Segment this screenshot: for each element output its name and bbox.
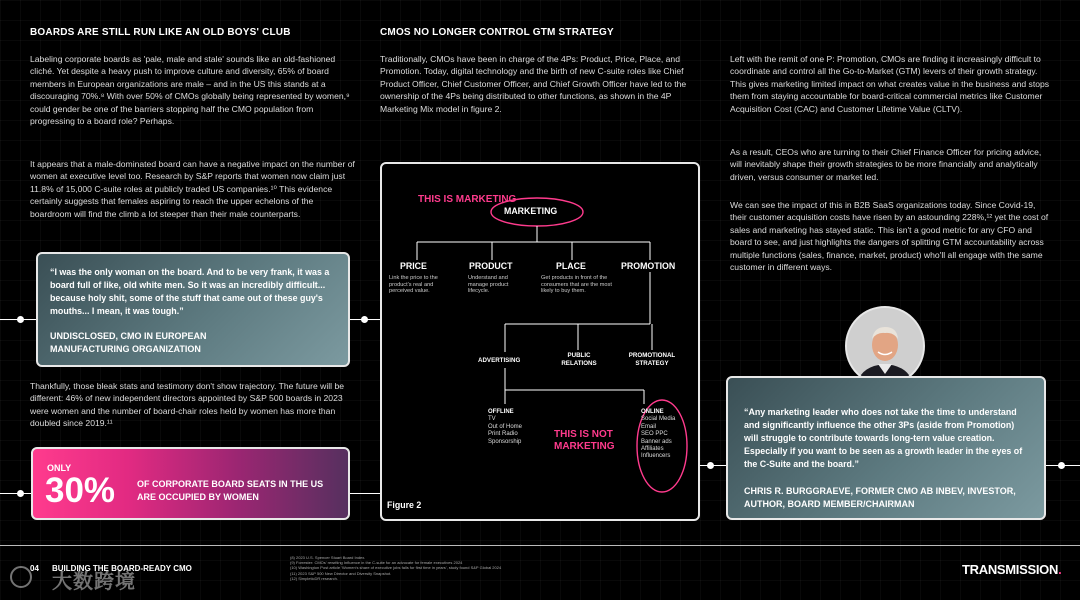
footer-title: BUILDING THE BOARD-READY CMO xyxy=(52,564,192,573)
col3-paragraph-3: We can see the impact of this in B2B SaaS organizations today. Since Covid-19, their customer acquisition costs have risen by an astounding 228%,¹² yet the cost of sales and marketing has stayed static. This isn't a good metric for any CFO and board to see, and just highlights the dangers of splitting GTM accountability across multiple functions (sales, finance, market, product) who'll all engage with the same customer in different ways. xyxy=(730,200,1049,273)
col1-paragraph-1: Labeling corporate boards as 'pale, male and stale' sounds like an old-fashioned cliché. Yet despite a heavy push to improve culture and diversity, 65% of board members in European organizations are male – and in the US this stands at a discouraging 70%.⁸ With over 50% of CMOs globally being represented by women,⁹ could gender be one of the barriers stopping half the CMO population from progressing to a board role? Perhaps. xyxy=(30,54,350,127)
watermark-text: 大数跨境 xyxy=(52,569,136,593)
online-list xyxy=(641,409,675,461)
stat-only-label: ONLY xyxy=(47,463,72,473)
promotional-strategy-node: PROMOTIONAL STRATEGY xyxy=(628,352,676,367)
figure-tree-lines xyxy=(382,164,698,519)
quote-box-left xyxy=(36,252,350,367)
col2-heading: CMOS NO LONGER CONTROL GTM STRATEGY xyxy=(380,27,614,38)
price-node: PRICE xyxy=(400,261,427,271)
brand-logo xyxy=(962,562,1061,577)
online-item: SEO PPC xyxy=(641,431,668,438)
online-item: Banner ads xyxy=(641,438,672,445)
product-description: Understand and manage product lifecycle. xyxy=(468,275,509,295)
product-node: PRODUCT xyxy=(469,261,513,271)
footnote: (9) Forrester: CMOs' rewriting Influence in the C-suite for an advocate for female executives 2024 xyxy=(290,560,463,566)
footer-divider xyxy=(0,545,1080,546)
this-is-not-marketing-label: THIS IS NOT MARKETING xyxy=(554,429,615,452)
brand-name: TRANSMISSION xyxy=(962,562,1059,577)
col2-paragraph-1: Traditionally, CMOs have been in charge of the 4Ps: Product, Price, Place, and Promotion. Today, digital technology and the birth of new C-suite roles like Chief Product Officer, Chief Customer Officer, and Chief Growth Officer have led to the ownership of the 4Ps being distributed to other functions, as shown in the 4P Marketing Mix model in figure 2. xyxy=(380,54,687,114)
quote-attribution: CHRIS R. BURGGRAEVE, FORMER CMO AB INBEV, INVESTOR, AUTHOR, BOARD MEMBER/CHAIRMAN xyxy=(744,486,1016,509)
offline-list xyxy=(488,409,522,446)
footnote: (10) Washington Post article 'Women's share of executive jobs falls for first time in years', study found S&P Global 2024 xyxy=(290,565,502,571)
offline-item: Out of Home xyxy=(488,423,523,430)
stat-value: 30% xyxy=(45,471,116,510)
brand-dot: . xyxy=(1058,562,1062,577)
person-portrait-icon xyxy=(847,308,923,384)
connector-dot xyxy=(17,316,24,323)
stat-box xyxy=(31,447,350,520)
footnote: (12) SimpleticDR research. xyxy=(290,575,339,581)
offline-item: TV xyxy=(488,416,496,423)
footnote: (8) 2023 U.S. Spencer Stuart Board Index. xyxy=(290,555,366,560)
offline-item: Sponsorship xyxy=(488,438,522,445)
page-number: 04 xyxy=(30,564,39,573)
public-relations-node: PUBLIC RELATIONS xyxy=(561,352,597,367)
price-description: Link the price to the product's real and perceived value. xyxy=(389,275,438,295)
col1-paragraph-3: Thankfully, those bleak stats and testimony don't show trajectory. The future will be different: 46% of new independent directors appointed by S&P 500 boards in 2023 were women and the number of board-chair roles held by women has more than doubled since 2019.¹¹ xyxy=(30,381,345,429)
connector-line xyxy=(350,493,380,494)
footnote: (11) 2023 S&P 500 New Director and Diversity Snapshot. xyxy=(290,570,392,576)
col1-paragraph-2: It appears that a male-dominated board can have a negative impact on the number of women at executive level too. Research by S&P reports that women now claim just 11.8% of 15,000 C-suite roles at publicly traded US companies.¹⁰ This evidence certainly suggests that females aspiring to reach the upper echelons of the boardroom will find the climb a lot steeper than their male counterparts. xyxy=(30,159,355,219)
footnotes xyxy=(290,555,610,581)
promotion-node: PROMOTION xyxy=(621,261,676,271)
place-description: Get products in front of the consumers that are the most likely to buy them. xyxy=(541,275,612,295)
connector-dot xyxy=(707,462,714,469)
figure-caption: Figure 2 xyxy=(387,500,422,510)
connector-dot xyxy=(1058,462,1065,469)
connector-dot xyxy=(361,316,368,323)
stat-caption: OF CORPORATE BOARD SEATS IN THE US ARE OCCUPIED BY WOMEN xyxy=(137,479,324,502)
quote-text: “I was the only woman on the board. And to be very frank, it was a board full of like, old white men. So it was an incredibly difficult... because holy shit, some of the stuff that came out of these guy's mouths... I mean, it was tough.” xyxy=(50,267,330,316)
online-item: Affiliates xyxy=(641,446,664,453)
figure-box xyxy=(380,162,700,521)
col3-paragraph-2: As a result, CEOs who are turning to their Chief Finance Officer for pricing advice, will inevitably shape their growth strategies to be more financially and analytically driven, versus consumer or market led. xyxy=(730,147,1042,182)
offline-title: OFFLINE xyxy=(488,409,514,415)
watermark-logo-icon xyxy=(10,566,32,588)
avatar xyxy=(845,306,925,386)
col1-heading: BOARDS ARE STILL RUN LIKE AN OLD BOYS' CLUB xyxy=(30,27,291,38)
advertising-node: ADVERTISING xyxy=(478,357,521,364)
quote-box-right xyxy=(726,376,1046,520)
online-item: Email xyxy=(641,423,657,430)
quote-attribution: UNDISCLOSED, CMO IN EUROPEAN MANUFACTURING ORGANIZATION xyxy=(50,331,207,354)
col3-paragraph-1: Left with the remit of one P: Promotion, CMOs are finding it increasingly difficult to coordinate and control all the Go-to-Market (GTM) levers of their growth strategy. This gives marketing limited impact on what creates value in the business and stops them from staying accountable for board-critical commercial metrics like Customer Acquisition Cost (CAC) and Customer Lifetime Value (CLTV). xyxy=(730,54,1050,114)
offline-item: Print Radio xyxy=(488,431,518,438)
marketing-root-node: MARKETING xyxy=(504,206,558,216)
online-title: ONLINE xyxy=(641,409,664,415)
online-item: Social Media xyxy=(641,416,676,423)
connector-dot xyxy=(17,490,24,497)
quote-text: “Any marketing leader who does not take the time to understand and significantly influence the other 3Ps (aside from Promotion) will struggle to contribute towards long-tern value creation. Especially if you want to be seen as a growth leader in the eyes of the C-Suite and the board.” xyxy=(744,407,1023,469)
online-item: Influencers xyxy=(641,453,671,460)
this-is-marketing-label: THIS IS MARKETING xyxy=(418,194,517,205)
place-node: PLACE xyxy=(556,261,586,271)
